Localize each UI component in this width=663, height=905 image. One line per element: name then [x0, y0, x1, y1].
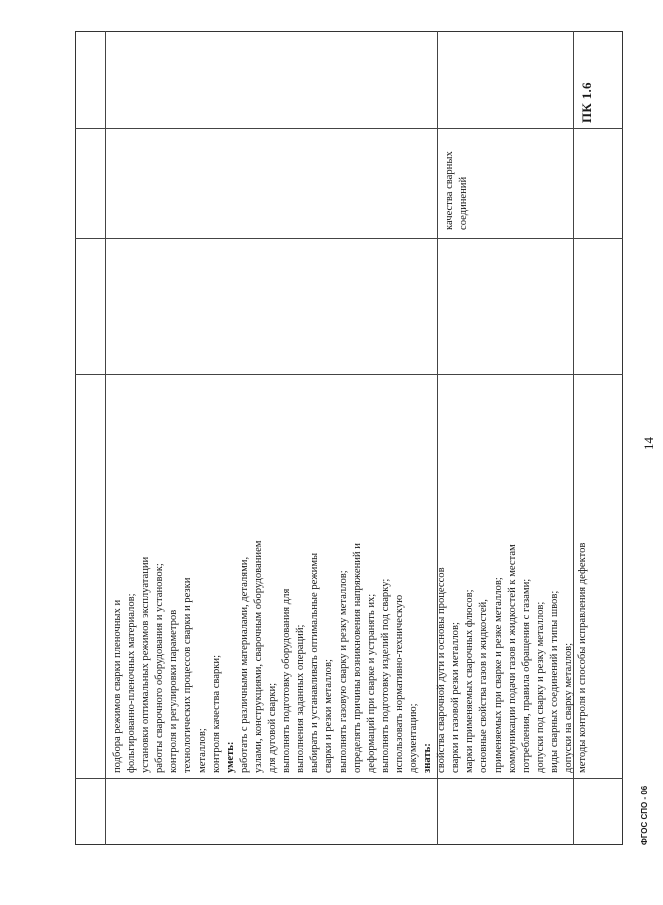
- content-line: выполнять подготовку изделий под сварку;: [379, 578, 391, 773]
- content-line: свойства сварочной дуги и основы процессов: [436, 567, 448, 773]
- content-line: работать с различными материалами, деталями,: [238, 556, 250, 773]
- content-line: выполнять подготовку оборудования для: [281, 588, 293, 773]
- content-line: технологических процессов сварки и резки: [182, 577, 194, 773]
- content-line: сварки и газовой резки металлов;: [450, 622, 462, 773]
- rotated-page: [75, 31, 663, 845]
- content-line: деформаций при сварке и устранять их;: [365, 593, 377, 773]
- footer-document-code: ФГОС СПО - 06: [640, 785, 649, 845]
- content-line: методы контроля и способы исправления дефектов: [577, 542, 589, 773]
- section-heading: знать:: [422, 743, 434, 773]
- table-row-divider: [105, 31, 106, 845]
- table-column-divider: [75, 778, 623, 779]
- content-line: сварки и резки металлов;: [323, 659, 335, 773]
- page-number: 14: [641, 437, 656, 450]
- content-line: марки применяемых сварочных флюсов;: [464, 589, 476, 773]
- content-line: допуски под сварку и резку металлов;: [534, 601, 546, 773]
- content-line: подбора режимов сварки пленочных и: [112, 599, 123, 773]
- content-line: контроля качества сварки;: [210, 654, 222, 773]
- content-line: выбирать и устанавливать оптимальные режимы: [309, 552, 321, 773]
- section-heading: уметь:: [224, 741, 236, 773]
- content-line: для дуговой сварки;: [267, 682, 279, 773]
- content-line: применяемых при сварке и резке металлов;: [492, 577, 504, 773]
- content-line: основные свойства газов и жидкостей,: [478, 599, 490, 773]
- content-line: коммуникации подачи газов и жидкостей к местам: [506, 544, 518, 773]
- content-line: виды сварных соединений и типы швов;: [548, 590, 560, 773]
- content-line: установки оптимальных режимов эксплуатации: [140, 556, 152, 773]
- table-cell-competencies: [111, 413, 590, 773]
- content-line: потребления, правила обращения с газами;: [520, 578, 532, 773]
- content-line: металлов;: [196, 728, 208, 773]
- content-line: выполнять газовую сварку и резку металлов;: [337, 570, 349, 773]
- content-line: контроля и регулировки параметров: [168, 609, 180, 773]
- content-line: использовать нормативно-техническую: [393, 594, 405, 773]
- content-line: фольгированно-пленочных материалов;: [126, 593, 138, 773]
- content-line: допуски на сварку металлов;: [563, 642, 574, 773]
- content-line: выполнения заданных операций;: [295, 624, 307, 773]
- table-cell-competence-code: ПК 1.6: [579, 82, 594, 123]
- content-line: узлами, конструкциями, сварочным оборудованием: [252, 540, 264, 773]
- content-line: определять причины возникновения напряжений и: [351, 543, 363, 773]
- table-column-divider: [75, 238, 623, 239]
- table-column-divider: [75, 374, 623, 375]
- table-column-divider: [75, 128, 623, 129]
- table-cell-quality: качества сварных соединений: [444, 151, 469, 230]
- content-line: работы сварочного оборудования и установок;: [154, 563, 166, 773]
- content-line: документацию;: [407, 703, 419, 773]
